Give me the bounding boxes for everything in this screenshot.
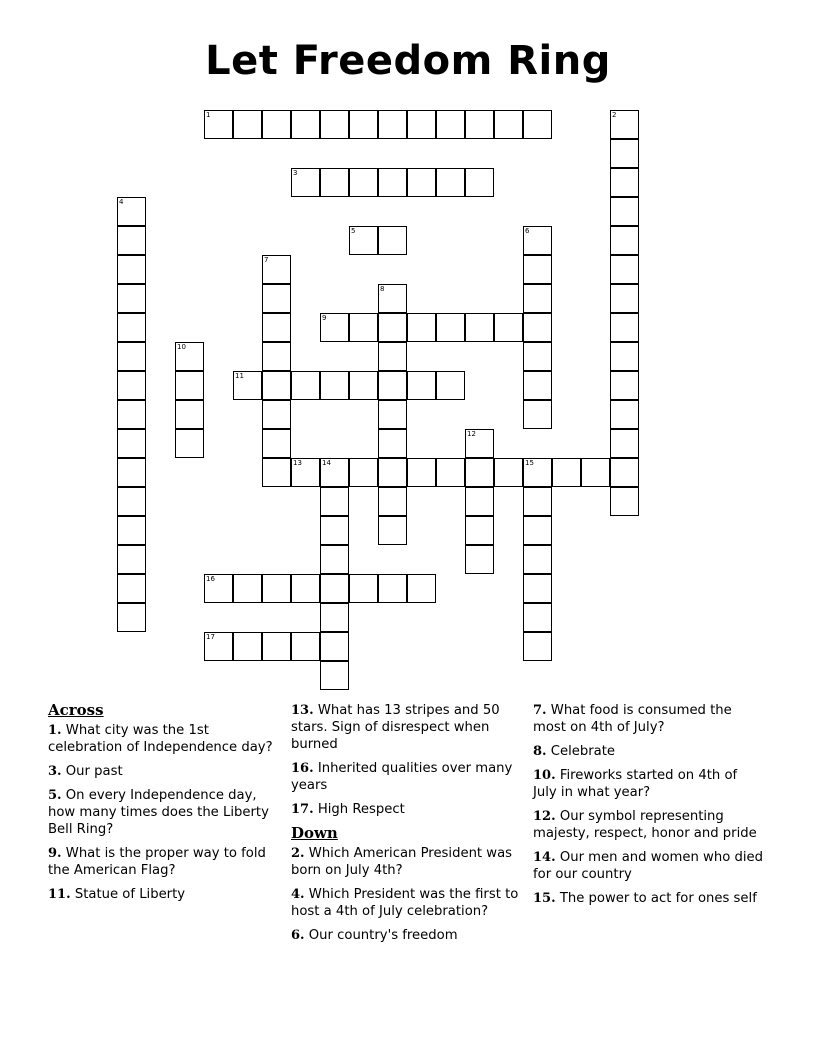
grid-cell[interactable] — [465, 168, 494, 197]
cell-number: 15 — [525, 459, 534, 467]
clues-column-3 — [533, 702, 765, 914]
cell-number: 3 — [293, 169, 298, 177]
grid-cell[interactable] — [465, 313, 494, 342]
grid-cell[interactable] — [610, 487, 639, 516]
grid-cell[interactable] — [378, 400, 407, 429]
grid-cell[interactable] — [465, 516, 494, 545]
grid-cell[interactable] — [349, 110, 378, 139]
grid-cell[interactable] — [262, 284, 291, 313]
grid-cell[interactable] — [117, 371, 146, 400]
grid-cell[interactable] — [117, 342, 146, 371]
grid-cell[interactable] — [407, 313, 436, 342]
grid-cell[interactable] — [465, 110, 494, 139]
grid-cell[interactable] — [407, 458, 436, 487]
cell-number: 5 — [351, 227, 356, 235]
cell-number: 9 — [322, 314, 327, 322]
grid-cell[interactable] — [320, 110, 349, 139]
grid-cell[interactable] — [610, 168, 639, 197]
grid-cell[interactable] — [117, 603, 146, 632]
clue-across-16: 16. Inherited qualities over many years — [291, 761, 513, 793]
grid-cell[interactable] — [465, 487, 494, 516]
grid-cell[interactable] — [349, 313, 378, 342]
grid-cell[interactable] — [291, 110, 320, 139]
grid-cell[interactable] — [262, 110, 291, 139]
clue-down-4: 4. Which President was the first to host a 4th of July celebration? — [291, 887, 519, 919]
grid-cell[interactable] — [523, 603, 552, 632]
grid-cell[interactable] — [204, 632, 233, 661]
grid-cell[interactable] — [378, 429, 407, 458]
grid-cell[interactable] — [523, 487, 552, 516]
grid-cell[interactable] — [320, 458, 349, 487]
cell-number: 2 — [612, 111, 617, 119]
grid-cell[interactable] — [581, 458, 610, 487]
grid-cell[interactable] — [233, 574, 262, 603]
grid-cell[interactable] — [233, 371, 262, 400]
clue-across-5: 5. On every Independence day, how many times does the Liberty Bell Ring? — [48, 788, 269, 837]
grid-cell[interactable] — [523, 342, 552, 371]
grid-cell[interactable] — [494, 110, 523, 139]
grid-cell[interactable] — [117, 255, 146, 284]
grid-cell[interactable] — [262, 574, 291, 603]
grid-cell[interactable] — [610, 110, 639, 139]
grid-cell[interactable] — [378, 226, 407, 255]
clue-across-3: 3. Our past — [48, 764, 123, 779]
cell-number: 10 — [177, 343, 186, 351]
grid-cell[interactable] — [320, 632, 349, 661]
clues-column-2 — [291, 702, 521, 951]
clue-down-14: 14. Our men and women who died for our country — [533, 850, 763, 882]
grid-cell[interactable] — [262, 342, 291, 371]
cell-number: 12 — [467, 430, 476, 438]
grid-cell[interactable] — [320, 168, 349, 197]
grid-cell[interactable] — [117, 226, 146, 255]
grid-cell[interactable] — [494, 313, 523, 342]
clue-across-9: 9. What is the proper way to fold the American Flag? — [48, 846, 266, 878]
grid-cell[interactable] — [552, 458, 581, 487]
grid-cell[interactable] — [117, 458, 146, 487]
grid-cell[interactable] — [291, 574, 320, 603]
grid-cell[interactable] — [320, 574, 349, 603]
grid-cell[interactable] — [494, 458, 523, 487]
grid-cell[interactable] — [204, 110, 233, 139]
grid-cell[interactable] — [523, 226, 552, 255]
grid-cell[interactable] — [175, 371, 204, 400]
grid-cell[interactable] — [436, 458, 465, 487]
grid-cell[interactable] — [610, 429, 639, 458]
grid-cell[interactable] — [117, 313, 146, 342]
cell-number: 4 — [119, 198, 124, 206]
grid-cell[interactable] — [117, 574, 146, 603]
clue-down-12: 12. Our symbol representing majesty, respect, honor and pride — [533, 809, 757, 841]
grid-cell[interactable] — [175, 429, 204, 458]
clue-down-6: 6. Our country's freedom — [291, 928, 458, 943]
grid-cell[interactable] — [436, 110, 465, 139]
grid-cell[interactable] — [117, 284, 146, 313]
grid-cell[interactable] — [465, 458, 494, 487]
grid-cell[interactable] — [523, 545, 552, 574]
grid-cell[interactable] — [262, 458, 291, 487]
cell-number: 17 — [206, 633, 215, 641]
grid-cell[interactable] — [378, 574, 407, 603]
grid-cell[interactable] — [378, 516, 407, 545]
grid-cell[interactable] — [523, 574, 552, 603]
down-heading: Down — [291, 824, 338, 842]
grid-cell[interactable] — [378, 110, 407, 139]
grid-cell[interactable] — [436, 371, 465, 400]
grid-cell[interactable] — [233, 110, 262, 139]
grid-cell[interactable] — [320, 313, 349, 342]
clue-across-11: 11. Statue of Liberty — [48, 887, 186, 902]
cell-number: 14 — [322, 459, 331, 467]
cell-number: 6 — [525, 227, 530, 235]
grid-cell[interactable] — [320, 371, 349, 400]
grid-cell[interactable] — [175, 342, 204, 371]
grid-cell[interactable] — [175, 400, 204, 429]
grid-cell[interactable] — [349, 574, 378, 603]
grid-cell[interactable] — [117, 545, 146, 574]
grid-cell[interactable] — [523, 110, 552, 139]
grid-cell[interactable] — [349, 168, 378, 197]
grid-cell[interactable] — [610, 313, 639, 342]
grid-cell[interactable] — [291, 632, 320, 661]
puzzle-title: Let Freedom Ring — [205, 38, 611, 84]
grid-cell[interactable] — [262, 429, 291, 458]
grid-cell[interactable] — [378, 284, 407, 313]
clue-down-7: 7. What food is consumed the most on 4th of July? — [533, 703, 732, 735]
cell-number: 13 — [293, 459, 302, 467]
grid-cell[interactable] — [349, 226, 378, 255]
grid-cell[interactable] — [610, 226, 639, 255]
grid-cell[interactable] — [204, 574, 233, 603]
grid-cell[interactable] — [523, 458, 552, 487]
clue-down-15: 15. The power to act for ones self — [533, 891, 757, 906]
grid-cell[interactable] — [610, 255, 639, 284]
grid-cell[interactable] — [291, 458, 320, 487]
grid-cell[interactable] — [523, 284, 552, 313]
grid-cell[interactable] — [465, 429, 494, 458]
grid-cell[interactable] — [523, 313, 552, 342]
grid-cell[interactable] — [320, 545, 349, 574]
grid-cell[interactable] — [349, 458, 378, 487]
grid-cell[interactable] — [117, 516, 146, 545]
grid-cell[interactable] — [523, 516, 552, 545]
grid-cell[interactable] — [378, 313, 407, 342]
grid-cell[interactable] — [523, 400, 552, 429]
grid-cell[interactable] — [523, 632, 552, 661]
grid-cell[interactable] — [262, 632, 291, 661]
grid-cell[interactable] — [262, 400, 291, 429]
cell-number: 7 — [264, 256, 269, 264]
grid-cell[interactable] — [610, 197, 639, 226]
cell-number: 8 — [380, 285, 385, 293]
clue-across-1: 1. What city was the 1st celebration of Independence day? — [48, 723, 273, 755]
grid-cell[interactable] — [262, 313, 291, 342]
grid-cell[interactable] — [378, 458, 407, 487]
grid-cell[interactable] — [320, 603, 349, 632]
grid-cell[interactable] — [320, 487, 349, 516]
grid-cell[interactable] — [262, 371, 291, 400]
grid-cell[interactable] — [436, 168, 465, 197]
grid-cell[interactable] — [378, 342, 407, 371]
grid-cell[interactable] — [117, 400, 146, 429]
clue-across-17: 17. High Respect — [291, 802, 405, 817]
clue-down-10: 10. Fireworks started on 4th of July in what year? — [533, 768, 738, 800]
grid-cell[interactable] — [610, 371, 639, 400]
clue-across-13: 13. What has 13 stripes and 50 stars. Sign of disrespect when burned — [291, 703, 500, 752]
cell-number: 16 — [206, 575, 215, 583]
grid-cell[interactable] — [378, 168, 407, 197]
grid-cell[interactable] — [407, 574, 436, 603]
grid-cell[interactable] — [610, 458, 639, 487]
grid-cell[interactable] — [320, 661, 349, 690]
grid-cell[interactable] — [291, 371, 320, 400]
grid-cell[interactable] — [117, 429, 146, 458]
across-heading: Across — [48, 701, 104, 719]
cell-number: 1 — [206, 111, 211, 119]
grid-cell[interactable] — [523, 255, 552, 284]
clue-down-8: 8. Celebrate — [533, 744, 616, 759]
cell-number: 11 — [235, 372, 244, 380]
clue-down-2: 2. Which American President was born on July 4th? — [291, 846, 513, 878]
grid-cell[interactable] — [117, 197, 146, 226]
grid-cell[interactable] — [320, 516, 349, 545]
grid-cell[interactable] — [610, 400, 639, 429]
grid-cell[interactable] — [610, 284, 639, 313]
grid-cell[interactable] — [378, 487, 407, 516]
grid-cell[interactable] — [117, 487, 146, 516]
grid-cell[interactable] — [291, 168, 320, 197]
grid-cell[interactable] — [610, 139, 639, 168]
grid-cell[interactable] — [407, 110, 436, 139]
grid-cell[interactable] — [233, 632, 262, 661]
grid-cell[interactable] — [407, 168, 436, 197]
grid-cell[interactable] — [407, 371, 436, 400]
grid-cell[interactable] — [610, 342, 639, 371]
grid-cell[interactable] — [349, 371, 378, 400]
grid-cell[interactable] — [378, 371, 407, 400]
grid-cell[interactable] — [523, 371, 552, 400]
clues-column-1 — [48, 702, 276, 910]
grid-cell[interactable] — [436, 313, 465, 342]
grid-cell[interactable] — [465, 545, 494, 574]
grid-cell[interactable] — [262, 255, 291, 284]
